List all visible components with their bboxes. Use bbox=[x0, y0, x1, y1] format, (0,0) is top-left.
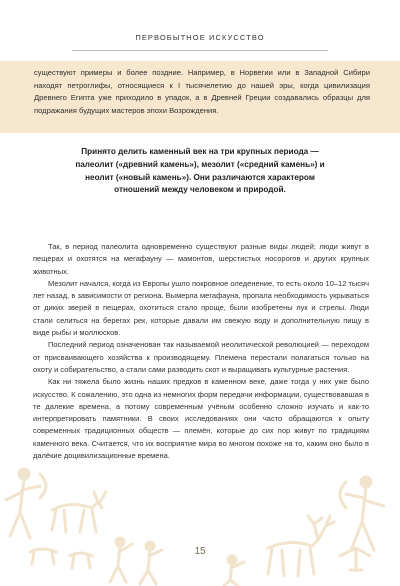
body-text bbox=[33, 241, 369, 462]
header-divider bbox=[72, 50, 328, 51]
callout-text: Принято делить каменный век на три крупных периода — палеолит («древний камень»), мезолит («средний камень») и неолит («новый камень»). Они различаются характером отношений между человеком и природой. bbox=[75, 147, 325, 195]
intro-box bbox=[0, 61, 400, 133]
body-paragraph: Так, в период палеолита одновременно существуют разные виды людей; люди живут в пещерах и охотятся на мегафауну — мамонтов, шерстистых носорогов и других крупных животных. bbox=[33, 242, 369, 276]
page-number: 15 bbox=[194, 546, 206, 557]
petroglyph-hunter-icon bbox=[224, 556, 244, 586]
petroglyph-decoration bbox=[0, 452, 400, 586]
running-head: ПЕРВОБЫТНОЕ ИСКУССТВО bbox=[135, 33, 265, 42]
petroglyph-archer-icon bbox=[6, 469, 46, 538]
body-paragraph: Как ни тяжела было жизнь наших предков в каменном веке, даже тогда у них уже было искусство. К сожалению, это одна из немногих форм передачи информации, существовавшая в те далекие времена, а потому современным учёным особенно сложно изучать и как-то интерпретировать памятники. В своих исследованиях они часто обращаются к опыту современных традиционных обществ — племён, которые до сих пор живут по традициям каменного века. Считается, что их восприятие мира во многом похоже на то, каким оно было в далёкие доцивилизационные времена. bbox=[33, 377, 369, 461]
petroglyph-animal-icon bbox=[52, 492, 106, 532]
intro-paragraph: существуют примеры и более поздние. Например, в Норвегии или в Западной Сибири находят петроглифы, относящиеся к I тысячелетию до нашей эры, когда цивилизация Древнего Египта уже приходило в упадок, а в Древней Греции создавались образцы для подражания будущих мастеров эпохи Возрождения. bbox=[34, 68, 370, 115]
body-paragraph: Последний период означенован так называемой неолитической революцией — переходом от присваивающего хозяйства к производящему. Племена перестали полагаться только на охоту и собирательство, а стали сами разводить скот и выращивать культурные растения. bbox=[33, 340, 369, 374]
petroglyph-archer-icon bbox=[340, 477, 384, 550]
petroglyph-hunter-icon bbox=[110, 538, 162, 584]
body-paragraph: Мезолит начался, когда из Европы ушло покровное оледенение, то есть около 10–12 тысяч лет назад, в зависимости от региона. Вымерла мегафауна, пропала необходимость укрываться от диких зверей в пещерах, охотиться стало проще, были изобретены лук и стрелы. Люди стали селиться на берегах рек, которые давали им свежую воду и дополнительную пищу в виде рыбы и моллюсков. bbox=[33, 278, 370, 338]
